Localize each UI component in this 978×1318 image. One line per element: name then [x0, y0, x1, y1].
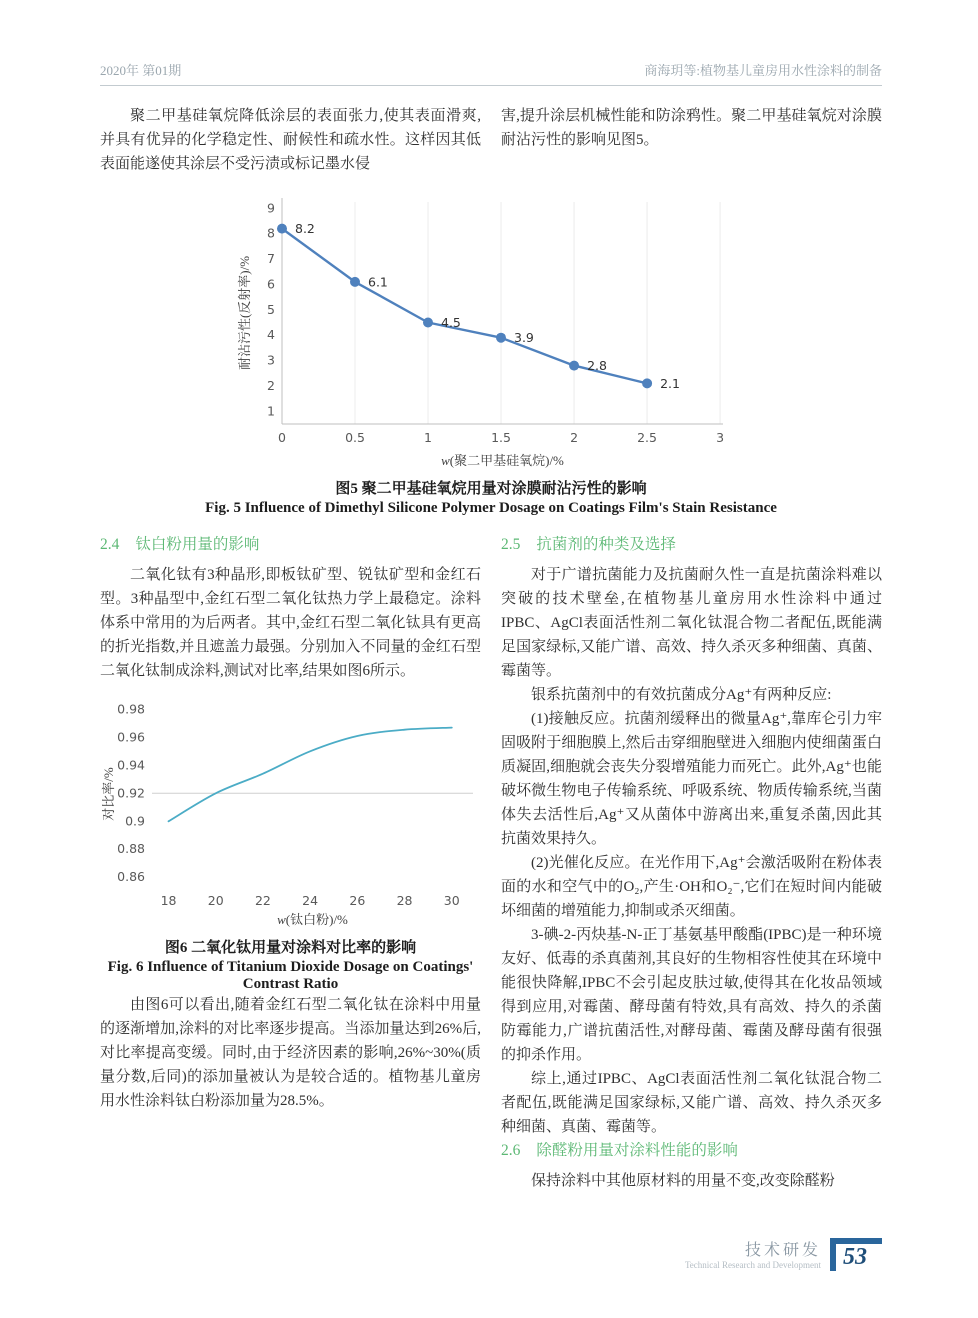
- header-issue: 2020年 第01期: [100, 63, 182, 78]
- section-2-5-paragraph-1: 对于广谱抗菌能力及抗菌耐久性一直是抗菌涂料难以突破的技术壁垒,在植物基儿童房用水性涂料中通过IPBC、AgCl表面活性剂二氧化钛混合物二者配伍,既能满足国家绿标,又能广谱、高效、持久杀灭多种细菌、真菌、霉菌等。: [501, 567, 882, 679]
- intro-left-column: [100, 104, 481, 176]
- section-2-6-number: 2.6: [501, 1142, 521, 1159]
- svg-text:1: 1: [267, 403, 275, 419]
- svg-text:18: 18: [160, 893, 177, 908]
- svg-text:24: 24: [302, 893, 319, 908]
- svg-text:6: 6: [267, 276, 275, 292]
- svg-text:0.98: 0.98: [117, 701, 145, 717]
- section-2-4-discussion: 由图6可以看出,随着金红石型二氧化钛在涂料中用量的逐渐增加,涂料的对比率逐步提高。当添加量达到26%后,对比率提高变缓。同时,由于经济因素的影响,26%~30%(质量分数,后同)的添加量被认为是较合适的。植物基儿童房用水性涂料钛白粉添加量为28.5%。: [100, 997, 481, 1109]
- figure6-caption-zh: 图6 二氧化钛用量对涂料对比率的影响: [164, 940, 417, 956]
- svg-text:20: 20: [207, 893, 224, 908]
- page-content: [100, 60, 882, 1193]
- svg-text:2: 2: [267, 377, 275, 393]
- svg-text:5: 5: [267, 301, 275, 317]
- svg-text:3: 3: [267, 352, 275, 368]
- svg-text:9: 9: [267, 200, 275, 216]
- footer-department-en: Technical Research and Development: [684, 1260, 821, 1270]
- page-number-badge: [830, 1238, 882, 1286]
- svg-text:8.2: 8.2: [295, 221, 315, 237]
- svg-text:2: 2: [570, 430, 579, 445]
- section-2-4-number: 2.4: [100, 536, 120, 553]
- svg-text:0.88: 0.88: [117, 841, 145, 857]
- svg-text:8: 8: [267, 225, 275, 241]
- figure5-caption-en: Fig. 5 Influence of Dimethyl Silicone Polymer Dosage on Coatings Film's Stain Resistance: [205, 500, 777, 516]
- svg-text:0.86: 0.86: [117, 869, 145, 885]
- page-number-bracket-left: [830, 1244, 836, 1271]
- figure5-line-chart: [236, 190, 751, 470]
- section-2-5-heading: [501, 533, 882, 557]
- svg-text:7: 7: [267, 251, 275, 267]
- section-2-5-paragraph-4: (2)光催化反应。在光作用下,Ag⁺会激活吸附在粉体表面的水和空气中的O₂,产生·OH和O₂⁻,它们在短时间内能破坏细菌的增殖能力,抑制或杀灭细菌。: [501, 855, 882, 919]
- section-2-5-paragraph-6: 综上,通过IPBC、AgCl表面活性剂二氧化钛混合物二者配伍,既能满足国家绿标,又能广谱、高效、持久杀灭多种细菌、真菌、霉菌等。: [501, 1071, 882, 1135]
- svg-text:4: 4: [267, 327, 275, 343]
- svg-text:1.5: 1.5: [491, 430, 511, 445]
- intro-left-paragraph: 聚二甲基硅氧烷降低涂层的表面张力,使其表面滑爽,并具有优异的化学稳定性、耐候性和疏水性。这样因其低表面能遂使其涂层不受污渍或标记墨水侵: [100, 108, 481, 172]
- svg-text:0.9: 0.9: [125, 813, 145, 829]
- header-running-title: 商海玥等:植物基儿童房用水性涂料的制备: [644, 63, 882, 78]
- left-column: [100, 533, 481, 1193]
- figure5-container: [236, 190, 882, 475]
- page-number: 53: [843, 1244, 867, 1270]
- svg-text:4.5: 4.5: [441, 315, 461, 330]
- svg-text:2.5: 2.5: [637, 430, 658, 445]
- svg-text:w(聚二甲基硅氧烷)/%: w(聚二甲基硅氧烷)/%: [441, 453, 564, 468]
- svg-text:30: 30: [443, 893, 460, 908]
- svg-text:6.1: 6.1: [368, 274, 388, 290]
- svg-text:2.1: 2.1: [660, 375, 680, 391]
- svg-text:22: 22: [254, 893, 271, 908]
- footer-department: [685, 1242, 821, 1271]
- page-footer: [685, 1238, 882, 1286]
- page-header: [100, 60, 882, 86]
- section-2-4-paragraph: 二氧化钛有3种晶形,即板钛矿型、锐钛矿型和金红石型。3种晶型中,金红石型二氧化钛热力学上最稳定。涂料体系中常用的为后两者。其中,金红石型二氧化钛具有更高的折光指数,并且遮盖力最强。分别加入不同量的金红石型二氧化钛制成涂料,测试对比率,结果如图6所示。: [100, 567, 481, 679]
- svg-text:26: 26: [349, 893, 366, 908]
- section-2-5-number: 2.5: [501, 536, 521, 553]
- section-2-4-heading: [100, 533, 481, 557]
- figure6-caption-en: Fig. 6 Influence of Titanium Dioxide Dosage on Coatings' Contrast Ratio: [107, 959, 474, 992]
- svg-text:对比率/%: 对比率/%: [101, 767, 116, 821]
- svg-text:0.94: 0.94: [117, 757, 145, 773]
- figure6-container: [100, 691, 481, 934]
- section-2-6-heading: [501, 1139, 882, 1163]
- section-2-5-paragraph-2: 银系抗菌剂中的有效抗菌成分Ag⁺有两种反应:: [531, 687, 832, 703]
- section-2-6-title: 除醛粉用量对涂料性能的影响: [536, 1142, 738, 1159]
- svg-text:0: 0: [278, 430, 286, 445]
- svg-text:0.96: 0.96: [117, 729, 145, 745]
- svg-text:0.92: 0.92: [117, 785, 145, 801]
- svg-text:3.9: 3.9: [514, 330, 534, 346]
- svg-text:2.8: 2.8: [587, 358, 607, 374]
- intro-right-paragraph: 害,提升涂层机械性能和防涂鸦性。聚二甲基硅氧烷对涂膜耐沾污性的影响见图5。: [501, 108, 882, 148]
- body-columns: [100, 533, 882, 1193]
- section-2-4-title: 钛白粉用量的影响: [135, 536, 260, 553]
- svg-text:3: 3: [716, 430, 725, 445]
- svg-text:耐沾污性(反射率)/%: 耐沾污性(反射率)/%: [237, 255, 252, 371]
- section-2-6-paragraph: 保持涂料中其他原材料的用量不变,改变除醛粉: [531, 1173, 835, 1189]
- intro-right-column: [501, 104, 882, 176]
- svg-text:w(钛白粉)/%: w(钛白粉)/%: [277, 912, 348, 927]
- intro-columns: [100, 104, 882, 176]
- figure5-caption-zh: 图5 聚二甲基硅氧烷用量对涂膜耐沾污性的影响: [335, 481, 647, 497]
- right-column: [501, 533, 882, 1193]
- svg-text:0.5: 0.5: [345, 430, 365, 445]
- figure6-line-chart: [100, 691, 485, 929]
- section-2-5-paragraph-3: (1)接触反应。抗菌剂缓释出的微量Ag⁺,靠库仑引力牢固吸附于细胞膜上,然后击穿细胞壁进入细胞内使细菌蛋白质凝固,细胞就会丧失分裂增殖能力而死亡。此外,Ag⁺也能破坏微生物电子传输系统、呼吸系统、物质传输系统,当菌体失去活性后,Ag⁺又从菌体中游离出来,重复杀菌,因此其抗菌效果持久。: [501, 711, 882, 847]
- svg-text:1: 1: [424, 430, 433, 445]
- section-2-5-paragraph-5: 3-碘-2-丙炔基-N-正丁基氨基甲酸酯(IPBC)是一种环境友好、低毒的杀真菌剂,其良好的生物相容性使其在环境中能很快降解,IPBC不会引起皮肤过敏,使得其在化妆品领域得到应用,对霉菌、酵母菌有特效,具有高效、持久的杀菌防霉能力,广谱抗菌活性,对酵母菌、霉菌及酵母菌有很强的抑杀作用。: [501, 927, 882, 1063]
- footer-department-zh: 技术研发: [744, 1242, 821, 1259]
- section-2-5-title: 抗菌剂的种类及选择: [536, 536, 676, 553]
- svg-text:28: 28: [396, 893, 413, 908]
